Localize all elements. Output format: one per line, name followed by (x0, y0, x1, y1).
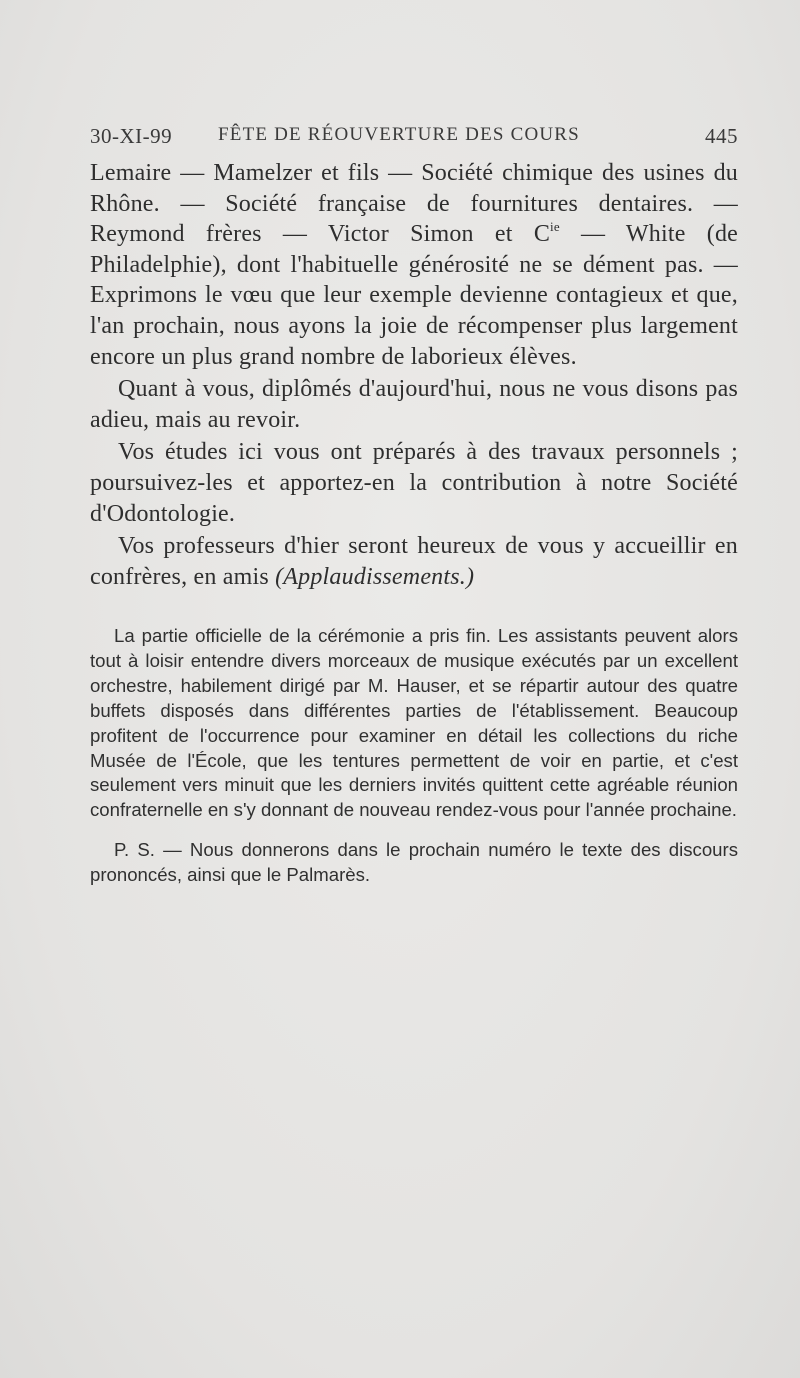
paragraph-graduates: Quant à vous, diplômés d'aujourd'hui, nous ne vous disons pas adieu, mais au revoir. (90, 376, 738, 433)
postscript: P. S. — Nous donnerons dans le prochain numéro le texte des discours prononcés, ainsi que le Palmarès. (90, 839, 738, 886)
paragraph-ceremony-end: La partie officielle de la cérémonie a pris fin. Les assistants peuvent alors tout à loisir entendre divers morceaux de musique exécutés par un excellent orchestre, habilement dirigé par M. Hauser, et se répartir autour des quatre buffets disposés dans différentes parties de l'établissement. Beaucoup profitent de l'occurrence pour examiner en détail les collections du riche Musée de l'École, que les tentures permettent de voir en partie, et c'est seulement vers minuit que les derniers invités quittent cette agréable réunion confraternelle en s'y donnant de nouveau rendez-vous pour l'année prochaine. (90, 625, 738, 821)
superscript-ie: ie (550, 219, 560, 235)
paragraph-sponsors (90, 158, 738, 372)
page-number: 445 (705, 124, 738, 148)
paragraph-sponsors-part-2: — White (de Philadelphie), dont l'habituelle générosité ne se dément pas. — Exprimons le vœu que leur exemple devienne contagieux et que, l'an prochain, nous ayons la joie de récompenser plus largement encore un plus grand nombre de laborieux élèves. (90, 221, 738, 370)
applause-note: (Applaudissements.) (275, 563, 475, 590)
main-text (90, 158, 738, 592)
report-text (90, 624, 738, 888)
header-date: 30-XI-99 (90, 124, 173, 148)
running-head (90, 124, 738, 152)
paragraph-studies: Vos études ici vous ont préparés à des travaux personnels ; poursuivez-les et apportez-en la contribution à notre Société d'Odontologie. (90, 439, 738, 527)
paragraph-professors (90, 531, 738, 592)
paragraph-professors-text: Vos professeurs d'hier seront heureux de vous y accueillir en confrères, en amis (90, 533, 738, 590)
header-title: FÊTE DE RÉOUVERTURE DES COURS (218, 124, 580, 145)
paragraph-sponsors-part-1: Lemaire — Mamelzer et fils — Société chimique des usines du Rhône. — Société française de fournitures dentaires. — Reymond frères — Victor Simon et C (90, 160, 738, 248)
